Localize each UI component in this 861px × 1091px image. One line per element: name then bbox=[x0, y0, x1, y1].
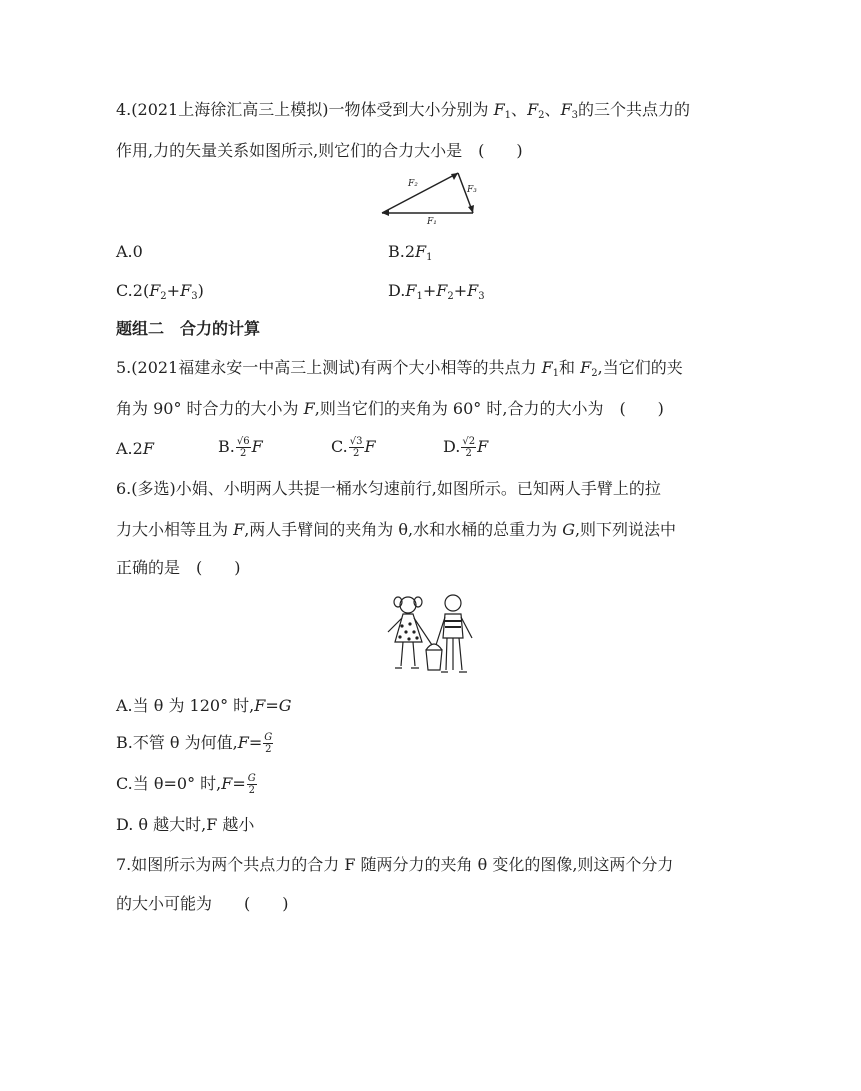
q5-option-b[interactable]: B. $\frac{√6}{2}$ F bbox=[218, 436, 263, 459]
q6-stem-line2: 力大小相等且为 F,两人手臂间的夹角为 θ,水和水桶的总重力为 G,则下列说法中 bbox=[116, 520, 677, 539]
q7-stem-line2: 的大小可能为 ( ) bbox=[116, 894, 289, 913]
q4-option-c[interactable]: $C.2(F_2+F_3)$ bbox=[116, 281, 204, 302]
q6-option-d[interactable]: D. θ 越大时,F 越小 bbox=[116, 815, 255, 834]
q4-stem-line1: 4.(2021上海徐汇高三上模拟)一物体受到大小分别为 $F_1$、$F_2$、$F_3$的三个共点力的 bbox=[116, 100, 691, 121]
figure-label-f1: F₁ bbox=[427, 217, 437, 227]
q4-option-a[interactable]: A.0 bbox=[116, 242, 143, 261]
figure-label-f2: F₂ bbox=[408, 179, 418, 189]
q6-option-a[interactable]: A.当 θ 为 120° 时,F=G bbox=[116, 696, 292, 715]
q6-option-b[interactable]: B.不管 θ 为何值,F= $\frac{G}{2}$ bbox=[116, 732, 273, 755]
q5-option-c[interactable]: C. $\frac{√3}{2}$ F bbox=[331, 436, 376, 459]
q6-children-carrying-bucket-figure bbox=[380, 590, 480, 680]
q6-stem-line3: 正确的是 ( ) bbox=[116, 558, 241, 577]
q5-option-d[interactable]: D. $\frac{√2}{2}$ F bbox=[443, 436, 489, 459]
q6-option-c[interactable]: C.当 θ=0° 时,F= $\frac{G}{2}$ bbox=[116, 773, 256, 796]
figure-label-f3: F₃ bbox=[467, 185, 477, 195]
q4-option-d[interactable]: $D.F_1+F_2+F_3$ bbox=[388, 281, 485, 302]
q5-stem-line1: 5.(2021福建永安一中高三上测试)有两个大小相等的共点力 $F_1$和 $F_2$,当它们的夹 bbox=[116, 358, 683, 379]
q6-stem-line1: 6.(多选)小娟、小明两人共提一桶水匀速前行,如图所示。已知两人手臂上的拉 bbox=[116, 479, 661, 498]
q5-stem-line2: 角为 90° 时合力的大小为 F,则当它们的夹角为 60° 时,合力的大小为 ( ) bbox=[116, 399, 664, 418]
section-heading-group2: 题组二 合力的计算 bbox=[116, 319, 261, 338]
q7-stem-line1: 7.如图所示为两个共点力的合力 F 随两分力的夹角 θ 变化的图像,则这两个分力 bbox=[116, 855, 674, 874]
q4-stem-line2: 作用,力的矢量关系如图所示,则它们的合力大小是 ( ) bbox=[116, 141, 523, 160]
q4-option-b[interactable]: $B.2F_1$ bbox=[388, 242, 433, 263]
q5-option-a[interactable]: A.2F bbox=[116, 439, 154, 458]
q4-force-triangle-figure bbox=[378, 170, 488, 230]
